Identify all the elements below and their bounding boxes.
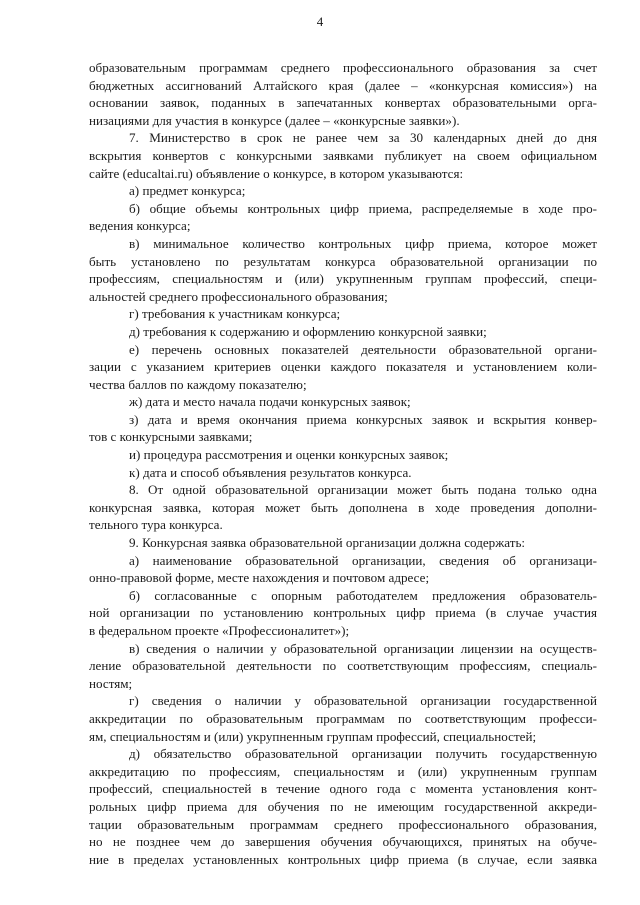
text-line: 8. От одной образовательной организации может быть подана только одна [129, 482, 597, 498]
text-line: ной организации по установлению контрольных цифр приема (в случае участия [89, 605, 597, 621]
text-line: вскрытия конвертов с конкурсными заявками публикует на своем официальном [89, 147, 597, 163]
text-line: ление образовательной деятельности по соответствующим профессиям, специаль- [89, 658, 597, 674]
text-line: зации с указанием критериев оценки каждого показателя и установлением коли- [89, 359, 597, 375]
text-line: е) перечень основных показателей деятельности образовательной органи- [129, 341, 597, 357]
text-line: низациями для участия в конкурсе (далее – «конкурсные заявки»). [89, 112, 460, 128]
text-line: б) согласованные с опорным работодателем предложения образователь- [129, 587, 597, 603]
text-line: ние в пределах установленных контрольных цифр приема (в случае, если заявка [89, 851, 597, 867]
text-line: в) сведения о наличии у образовательной организации лицензии на осуществ- [129, 640, 597, 656]
text-line: а) предмет конкурса; [129, 183, 246, 199]
text-line: к) дата и способ объявления результатов конкурса. [129, 464, 412, 480]
text-line: ведения конкурса; [89, 218, 191, 234]
text-line: в) минимальное количество контрольных цифр приема, которое может [129, 235, 597, 251]
text-line: д) требования к содержанию и оформлению конкурсной заявки; [129, 323, 487, 339]
text-line: рольных цифр приема для обучения по не имеющим государственной аккреди- [89, 798, 597, 814]
text-line: а) наименование образовательной организации, сведения об организаци- [129, 552, 597, 568]
text-line: ностям; [89, 675, 133, 691]
text-line: в федеральном проекте «Профессионалитет»); [89, 623, 350, 638]
text-line: тации образовательным программам среднего профессионального образования, [89, 816, 597, 832]
text-line: б) общие объемы контрольных цифр приема, распределяемые в ходе про- [129, 200, 597, 216]
text-line: сайте (educaltai.ru) объявление о конкурсе, в котором указываются: [89, 165, 464, 181]
page-number: 4 [316, 14, 324, 29]
text-line: 9. Конкурсная заявка образовательной организации должна содержать: [129, 535, 526, 551]
text-line: альностей среднего профессионального образования; [89, 288, 388, 304]
text-line: аккредитации по образовательным программам по соответствующим професси- [89, 710, 597, 726]
text-line: профессиям, специальностям и (или) укрупненным группам профессий, специ- [89, 271, 597, 287]
text-line: и) процедура рассмотрения и оценки конкурсных заявок; [129, 447, 449, 463]
text-line: бюджетных ассигнований Алтайского края (далее – «конкурсная комиссия») на [89, 77, 597, 93]
text-line: з) дата и время окончания приема конкурсных заявок и вскрытия конвер- [129, 411, 597, 427]
text-line: конкурсная заявка, которая может быть дополнена в ходе проведения дополни- [89, 499, 597, 515]
text-line: чества баллов по каждому показателю; [89, 376, 307, 392]
text-line: д) обязательство образовательной организации получить государственную [129, 746, 597, 762]
text-line: ям, специальностям и (или) укрупненным группам профессий, специальностей; [89, 728, 537, 744]
text-line: ж) дата и место начала подачи конкурсных заявок; [129, 394, 411, 410]
text-line: тов с конкурсными заявками; [89, 429, 253, 445]
text-line: аккредитацию по профессиям, специальностям и (или) укрупненным группам [89, 763, 597, 779]
text-line: но не позднее чем до завершения обучения обучающихся, принятых на обуче- [89, 834, 597, 850]
text-line: основании заявок, поданных в запечатанных конвертах образовательными орга- [89, 95, 597, 111]
text-line: онно-правовой форме, месте нахождения и почтовом адресе; [89, 570, 430, 586]
text-line: г) требования к участникам конкурса; [129, 306, 341, 322]
text-line: 7. Министерство в срок не ранее чем за 30 календарных дней до дня [129, 130, 597, 146]
text-line: быть установлено по результатам конкурса образовательной организации по [89, 253, 597, 269]
text-line: профессий, специальностей в течение одного года с момента установления конт- [89, 781, 597, 797]
text-line: образовательным программам среднего профессионального образования за счет [89, 60, 597, 75]
text-line: г) сведения о наличии у образовательной организации государственной [129, 693, 597, 709]
text-line: тельного тура конкурса. [89, 517, 223, 533]
document-body [89, 59, 597, 868]
